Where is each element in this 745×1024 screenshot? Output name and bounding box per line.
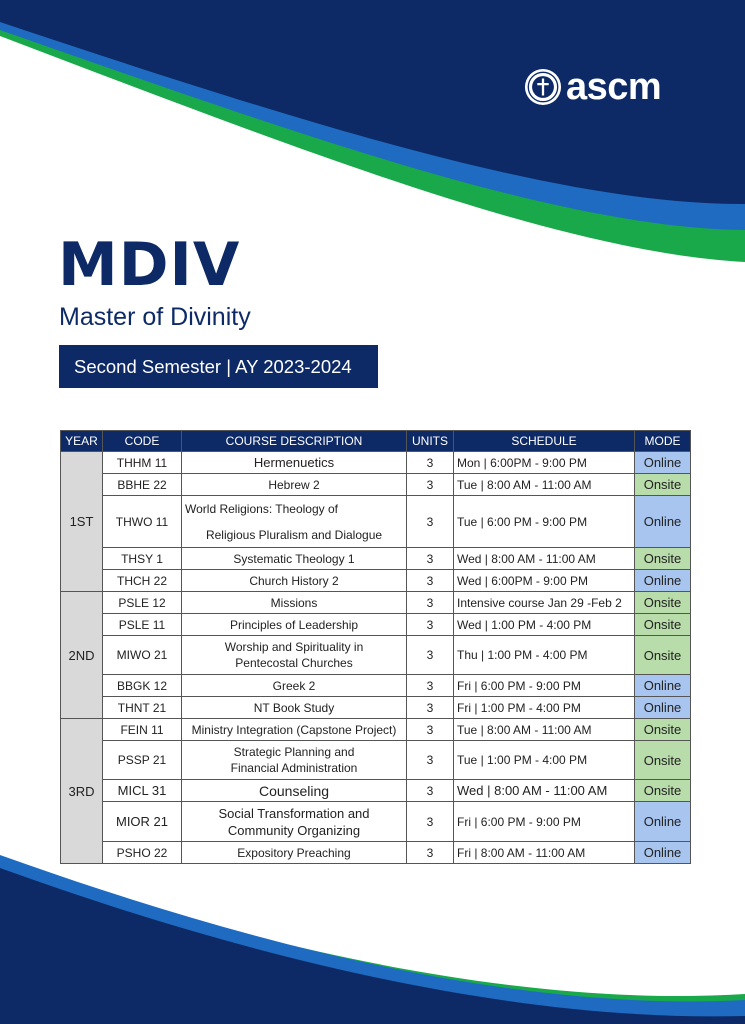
- units-cell: 3: [407, 697, 454, 719]
- mode-cell: Onsite: [635, 636, 691, 675]
- table-row: [61, 592, 691, 614]
- mode-cell: Onsite: [635, 780, 691, 802]
- brand-name: ascm: [566, 66, 662, 108]
- schedule-cell: Fri | 6:00 PM - 9:00 PM: [454, 802, 635, 842]
- units-cell: 3: [407, 780, 454, 802]
- description-cell: Expository Preaching: [182, 842, 407, 864]
- brand-logo: [524, 68, 661, 106]
- table-row: [61, 719, 691, 741]
- units-cell: 3: [407, 636, 454, 675]
- code-cell: THHM 11: [103, 452, 182, 474]
- column-header-units: UNITS: [407, 431, 454, 452]
- description-line-2: Financial Administration: [230, 761, 358, 775]
- table-row: [61, 614, 691, 636]
- column-header-year: YEAR: [61, 431, 103, 452]
- page-title: MDIV: [58, 230, 241, 300]
- schedule-cell: Intensive course Jan 29 -Feb 2: [454, 592, 635, 614]
- ascm-seal-icon: [524, 68, 562, 106]
- units-cell: 3: [407, 719, 454, 741]
- description-cell: Greek 2: [182, 675, 407, 697]
- column-header-schedule: SCHEDULE: [454, 431, 635, 452]
- schedule-table: [60, 430, 691, 864]
- units-cell: 3: [407, 452, 454, 474]
- code-cell: THWO 11: [103, 496, 182, 548]
- mode-cell: Onsite: [635, 474, 691, 496]
- table-row: [61, 780, 691, 802]
- description-line-1: Social Transformation and: [218, 805, 370, 821]
- code-cell: MIWO 21: [103, 636, 182, 675]
- description-cell: [182, 496, 407, 548]
- table-row: [61, 842, 691, 864]
- description-line-2: Community Organizing: [227, 822, 361, 838]
- code-cell: THNT 21: [103, 697, 182, 719]
- description-cell: Hermenuetics: [182, 452, 407, 474]
- year-cell: 2ND: [61, 592, 103, 719]
- description-line-1: World Religions: Theology of: [185, 501, 338, 516]
- code-cell: MICL 31: [103, 780, 182, 802]
- mode-cell: Online: [635, 675, 691, 697]
- schedule-cell: Wed | 8:00 AM - 11:00 AM: [454, 548, 635, 570]
- table-row: [61, 802, 691, 842]
- column-header-course-description: COURSE DESCRIPTION: [182, 431, 407, 452]
- column-header-code: CODE: [103, 431, 182, 452]
- units-cell: 3: [407, 570, 454, 592]
- units-cell: 3: [407, 496, 454, 548]
- mode-cell: Online: [635, 842, 691, 864]
- table-row: [61, 697, 691, 719]
- schedule-cell: Fri | 6:00 PM - 9:00 PM: [454, 675, 635, 697]
- mode-cell: Onsite: [635, 741, 691, 780]
- table-row: [61, 474, 691, 496]
- code-cell: FEIN 11: [103, 719, 182, 741]
- description-line-1: Strategic Planning and: [233, 745, 355, 759]
- schedule-cell: Fri | 1:00 PM - 4:00 PM: [454, 697, 635, 719]
- schedule-cell: Thu | 1:00 PM - 4:00 PM: [454, 636, 635, 675]
- description-cell: Church History 2: [182, 570, 407, 592]
- schedule-cell: Tue | 1:00 PM - 4:00 PM: [454, 741, 635, 780]
- units-cell: 3: [407, 675, 454, 697]
- table-row: [61, 741, 691, 780]
- mode-cell: Online: [635, 496, 691, 548]
- year-cell: 3RD: [61, 719, 103, 864]
- description-cell: [182, 636, 407, 675]
- description-cell: Missions: [182, 592, 407, 614]
- mode-cell: Onsite: [635, 614, 691, 636]
- description-cell: [182, 741, 407, 780]
- units-cell: 3: [407, 741, 454, 780]
- schedule-cell: Wed | 1:00 PM - 4:00 PM: [454, 614, 635, 636]
- description-cell: Principles of Leadership: [182, 614, 407, 636]
- table-header-row: [61, 431, 691, 452]
- mode-cell: Onsite: [635, 719, 691, 741]
- code-cell: PSSP 21: [103, 741, 182, 780]
- code-cell: BBHE 22: [103, 474, 182, 496]
- code-cell: PSLE 12: [103, 592, 182, 614]
- table-row: [61, 570, 691, 592]
- schedule-cell: Mon | 6:00PM - 9:00 PM: [454, 452, 635, 474]
- table-row: [61, 675, 691, 697]
- mode-cell: Online: [635, 570, 691, 592]
- schedule-cell: Tue | 8:00 AM - 11:00 AM: [454, 474, 635, 496]
- description-line-2: Pentecostal Churches: [235, 656, 353, 670]
- units-cell: 3: [407, 614, 454, 636]
- mode-cell: Onsite: [635, 592, 691, 614]
- description-cell: Systematic Theology 1: [182, 548, 407, 570]
- code-cell: MIOR 21: [103, 802, 182, 842]
- units-cell: 3: [407, 474, 454, 496]
- code-cell: BBGK 12: [103, 675, 182, 697]
- description-cell: Counseling: [182, 780, 407, 802]
- schedule-cell: Wed | 8:00 AM - 11:00 AM: [454, 780, 635, 802]
- description-cell: NT Book Study: [182, 697, 407, 719]
- units-cell: 3: [407, 802, 454, 842]
- schedule-cell: Wed | 6:00PM - 9:00 PM: [454, 570, 635, 592]
- page-subtitle: Master of Divinity: [59, 303, 251, 331]
- year-cell: 1ST: [61, 452, 103, 592]
- semester-banner: Second Semester | AY 2023-2024: [59, 345, 378, 388]
- description-cell: [182, 802, 407, 842]
- mode-cell: Online: [635, 697, 691, 719]
- description-line-2: Religious Pluralism and Dialogue: [205, 527, 383, 542]
- units-cell: 3: [407, 592, 454, 614]
- description-line-1: Worship and Spirituality in: [224, 640, 364, 654]
- table-row: [61, 496, 691, 548]
- table-row: [61, 636, 691, 675]
- table-row: [61, 548, 691, 570]
- mode-cell: Onsite: [635, 548, 691, 570]
- schedule-cell: Tue | 8:00 AM - 11:00 AM: [454, 719, 635, 741]
- column-header-mode: MODE: [635, 431, 691, 452]
- code-cell: THCH 22: [103, 570, 182, 592]
- units-cell: 3: [407, 842, 454, 864]
- schedule-cell: Tue | 6:00 PM - 9:00 PM: [454, 496, 635, 548]
- code-cell: PSHO 22: [103, 842, 182, 864]
- description-cell: Hebrew 2: [182, 474, 407, 496]
- schedule-cell: Fri | 8:00 AM - 11:00 AM: [454, 842, 635, 864]
- table-row: [61, 452, 691, 474]
- code-cell: PSLE 11: [103, 614, 182, 636]
- description-cell: Ministry Integration (Capstone Project): [182, 719, 407, 741]
- units-cell: 3: [407, 548, 454, 570]
- mode-cell: Online: [635, 802, 691, 842]
- code-cell: THSY 1: [103, 548, 182, 570]
- mode-cell: Online: [635, 452, 691, 474]
